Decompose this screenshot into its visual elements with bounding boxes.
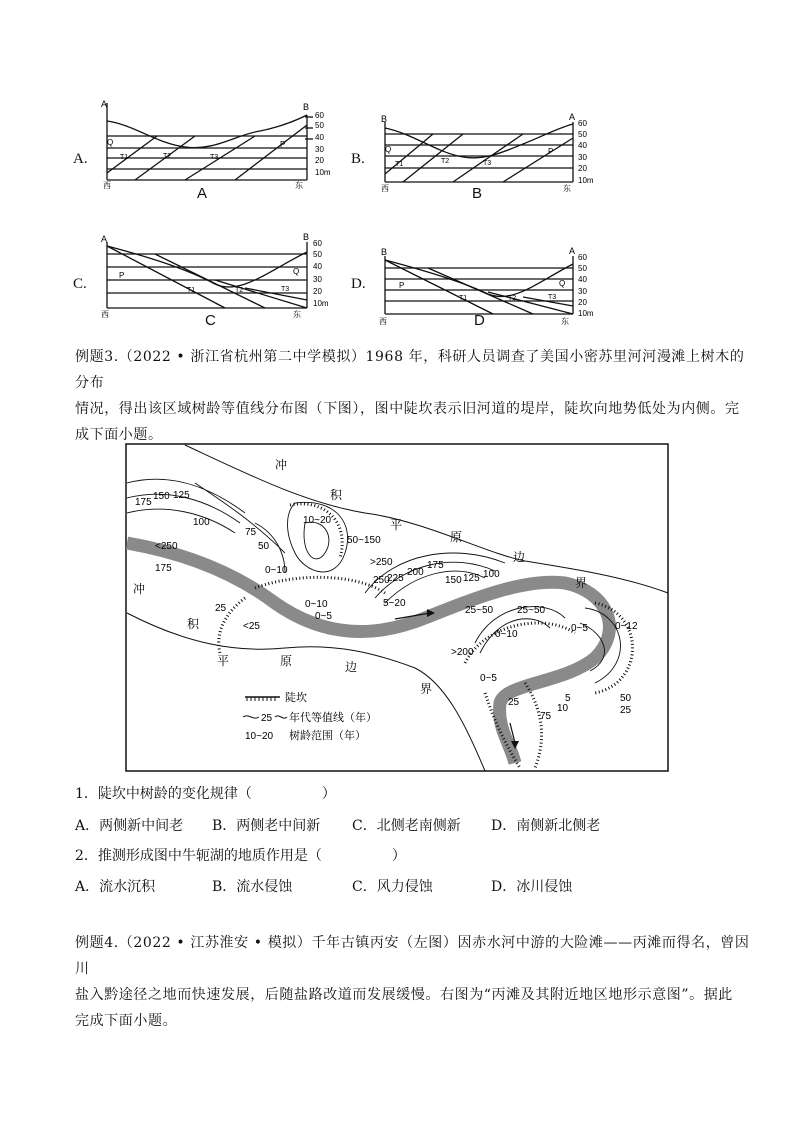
scale-c-30: 30 [313,275,322,284]
map-value-12: 200 [407,567,424,578]
map-value-1: 175 [135,497,152,508]
profile-d-t1: T1 [459,295,468,302]
option-a-label: A. [73,151,88,167]
scale-a-60: 60 [315,111,324,120]
map-word-ji-south: 积 [187,617,200,631]
q2-option-d[interactable]: D．冰川侵蚀 [491,879,573,895]
map-value-31: 0~5 [480,673,497,684]
map-value-4: 100 [193,517,210,528]
profile-a-west: 西 [103,181,111,190]
scale-a-30: 30 [315,145,324,154]
scale-c-10: 10m [313,299,329,308]
option-b-label: B. [351,151,365,167]
q1-option-a[interactable]: A．两侧新中间老 [75,818,184,834]
scale-d-20: 20 [578,298,587,307]
legend-isoline-sample: 25 [261,713,273,724]
profile-a-t2: T2 [163,153,172,160]
scale-b-40: 40 [578,141,587,150]
map-value-10: 250 [373,575,390,586]
map-value-5: 75 [245,527,257,538]
profile-d-lake: Q [559,279,566,288]
map-value-16: 100 [483,569,500,580]
example4-line-2: 盐入黔途径之地而快速发展，后随盐路改道而发展缓慢。右图为“丙滩及其附近地区地形示意图”。据此 [75,987,733,1003]
map-value-29: >200 [451,647,474,658]
q1-option-d[interactable]: D．南侧新北侧老 [491,818,601,834]
map-value-11: 225 [387,573,404,584]
map-value-17: <250 [155,541,178,552]
scale-c-50: 50 [313,250,322,259]
scale-d-40: 40 [578,275,587,284]
legend-scarp: 陡坎 [285,692,307,704]
profile-a-lake: Q [107,138,114,147]
profile-b-terrace: P [548,147,554,156]
profile-diagram-a [95,95,335,190]
map-value-35: 25 [508,697,520,708]
profile-d-caption: D [474,312,485,329]
profile-b-caption: B [472,185,483,202]
question-2: 2．推测形成图中牛轭湖的地质作用是（ ） [75,848,406,864]
profile-d-terrace: P [399,281,405,290]
q2-option-b[interactable]: B．流水侵蚀 [212,879,293,895]
q1-option-c[interactable]: C．北侧老南侧新 [352,818,461,834]
profile-b-t3: T3 [483,160,492,167]
profile-d-east: 东 [561,317,569,326]
map-value-25: 25~50 [465,605,494,616]
example3-line-1: 例题3.（2022 • 浙江省杭州第二中学模拟）1968 年，科研人员调查了美国小密苏里河河漫滩上树木的分布 [75,349,745,391]
map-value-24: 0~10 [305,599,328,610]
map-value-30: 0~10 [495,629,518,640]
profile-d-t2: T2 [508,295,517,302]
profile-diagram-c [95,228,335,318]
profile-d-west: 西 [379,317,387,326]
map-value-7: 10~20 [303,515,332,526]
map-word-jie-south: 界 [420,682,433,696]
profile-c-caption: C [205,312,216,329]
map-value-14: 150 [445,575,462,586]
profile-c-lake: Q [293,267,300,276]
profile-d-t3: T3 [548,294,557,301]
scale-d-50: 50 [578,264,587,273]
q2-option-a[interactable]: A．流水沉积 [75,879,156,895]
profile-a-t3: T3 [210,154,219,161]
map-value-8: 50~150 [347,535,381,546]
map-value-26: 25~50 [517,605,546,616]
map-value-28: 0~12 [615,621,638,632]
map-value-6: 50 [258,541,270,552]
map-word-chong-north: 冲 [275,458,288,472]
map-value-19: 0~10 [265,565,288,576]
map-word-yuan-south: 原 [280,654,293,668]
legend-range-sample: 10~20 [245,731,274,742]
example3-line-2: 情况，得出该区域树龄等值线分布图（下图），图中陡坎表示旧河道的堤岸，陡坎向地势低处为内侧。完 [75,401,740,417]
scale-b-60: 60 [578,119,587,128]
option-c-label: C. [73,276,87,292]
map-value-34: 75 [540,711,552,722]
profile-a-terrace: P [280,140,286,149]
example4-line-3: 完成下面小题。 [75,1013,178,1029]
map-value-2: 150 [153,491,170,502]
q2-option-c[interactable]: C．风力侵蚀 [352,879,433,895]
map-value-22: 0~5 [315,611,332,622]
example3-line-3: 成下面小题。 [75,427,163,443]
scale-c-20: 20 [313,287,322,296]
map-value-27: 0~5 [571,623,588,634]
scale-a-50: 50 [315,121,324,130]
example4-line-1: 例题4.（2022 • 江苏淮安 • 模拟）千年古镇丙安（左图）因赤水河中游的大险滩——丙滩而得名，曾因川 [75,935,750,977]
map-value-20: 25 [215,603,227,614]
profile-a-caption: A [197,185,208,202]
profile-c-east: 东 [293,310,301,318]
map-value-18: 175 [155,563,172,574]
profile-diagram-d [373,242,613,327]
profile-a-east: 东 [295,181,303,190]
map-value-13: 175 [427,560,444,571]
map-value-15: 125 [463,573,480,584]
q1-option-b[interactable]: B．两侧老中间新 [212,818,321,834]
scale-d-60: 60 [578,253,587,262]
map-value-33: 25 [620,705,632,716]
map-word-ping-south: 平 [217,654,230,668]
map-value-37: 5 [565,693,571,704]
profile-a-left-top: A [101,99,108,109]
scale-d-10: 10m [578,309,594,318]
scale-c-60: 60 [313,239,322,248]
map-word-bian-south: 边 [345,660,358,674]
scale-c-40: 40 [313,262,322,271]
profile-c-t2: T2 [235,287,244,294]
scale-b-20: 20 [578,164,587,173]
option-d-label: D. [351,276,366,292]
legend-range: 树龄范围（年） [289,730,366,742]
profile-b-lake: Q [385,145,392,154]
map-value-36: 10 [557,703,569,714]
map-value-32: 50 [620,693,632,704]
map-value-21: <25 [243,621,260,632]
tree-age-isoline-map [125,443,670,773]
profile-c-left-top: A [101,234,108,244]
profile-c-terrace: P [119,271,125,280]
profile-d-left-top: B [381,247,388,257]
profile-b-t2: T2 [441,158,450,165]
question-1: 1．陡坎中树龄的变化规律（ ） [75,786,336,802]
scale-d-30: 30 [578,287,587,296]
scale-a-10: 10m [315,168,331,177]
map-word-jie-north: 界 [575,576,588,590]
map-word-yuan-north: 原 [450,530,463,544]
scale-a-20: 20 [315,156,324,165]
profile-a-t1: T1 [120,154,129,161]
scale-b-30: 30 [578,153,587,162]
scale-a-40: 40 [315,133,324,142]
map-word-ji-north: 积 [330,488,343,502]
example4-text [75,930,755,1034]
map-word-ping-north: 平 [390,518,403,532]
profile-c-right-top: B [303,232,310,242]
legend-isoline: 年代等值线（年） [289,712,377,724]
profile-b-left-top: B [381,114,388,124]
profile-c-t1: T1 [187,287,196,294]
profile-b-west: 西 [381,184,389,193]
map-value-9: >250 [370,557,393,568]
profile-c-west: 西 [101,310,109,318]
scale-b-50: 50 [578,130,587,139]
profile-b-t1: T1 [395,161,404,168]
profile-b-east: 东 [563,184,571,193]
map-word-bian-north: 边 [513,550,526,564]
profile-c-t3: T3 [281,286,290,293]
scale-b-10: 10m [578,176,594,185]
profile-d-right-top: A [569,246,576,256]
map-value-23: 5~20 [383,598,406,609]
map-word-chong-south: 冲 [133,582,146,596]
map-value-3: 125 [173,490,190,501]
example3-text [75,344,755,448]
profile-a-right-top: B [303,102,310,112]
profile-b-right-top: A [569,112,576,122]
profile-diagram-b [373,110,613,195]
